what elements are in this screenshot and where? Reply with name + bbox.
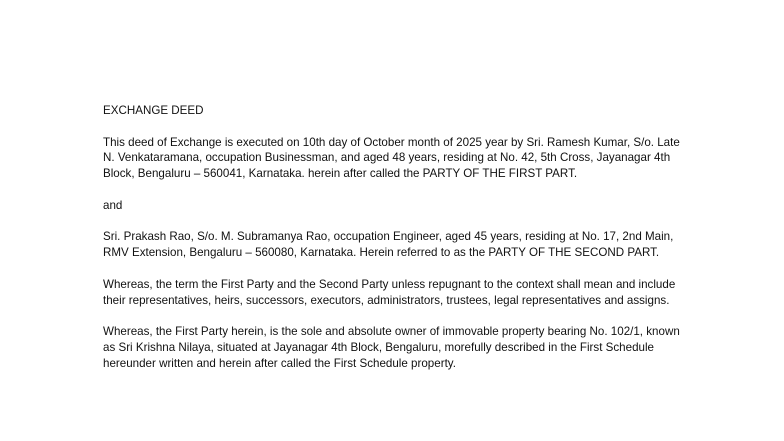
paragraph-definition: Whereas, the term the First Party and the Second Party unless repugnant to the context shall mean and include their representatives, heirs, successors, executors, administrators, trustees, legal representatives and assigns. (103, 277, 676, 307)
document-title: EXCHANGE DEED (103, 104, 204, 117)
paragraph-second-party: Sri. Prakash Rao, S/o. M. Subramanya Rao, occupation Engineer, aged 45 years, residing at No. 17, 2nd Main, RMV Extension, Bengaluru – 560080, Karnataka. Herein referred to as the PARTY OF THE SECOND PART. (103, 230, 674, 260)
paragraph-first-schedule: Whereas, the First Party herein, is the sole and absolute owner of immovable property bearing No. 102/1, known as Sri Krishna Nilaya, situated at Jayanagar 4th Block, Bengaluru, morefully described in the First Schedule hereunder written and herein after called the First Schedule property. (103, 325, 680, 370)
paragraph-first-party: This deed of Exchange is executed on 10th day of October month of 2025 year by Sri. Ramesh Kumar, S/o. Late N. Venkataramana, occupation Businessman, and aged 48 years, residing at No. 42, 5th Cross, Jayanagar 4th Block, Bengaluru – 560041, Karnataka. herein after called the PARTY OF THE FIRST PART. (103, 135, 680, 181)
paragraph-and: and (103, 198, 123, 212)
document-body (103, 103, 693, 387)
